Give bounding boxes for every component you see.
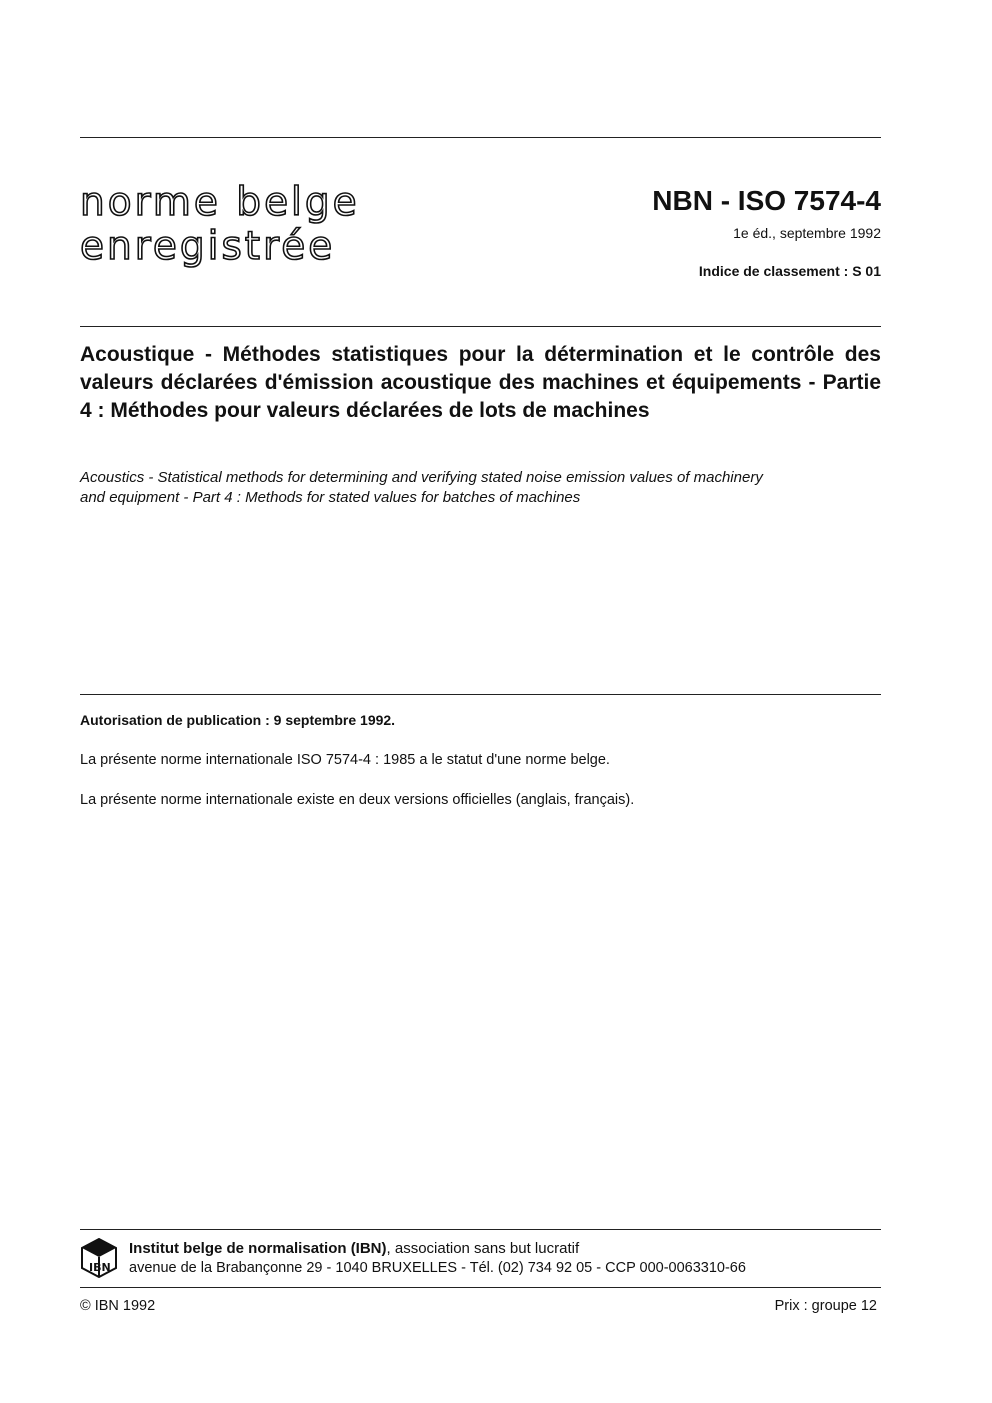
enregistree-title: enregistrée — [80, 224, 336, 269]
edition-date: 1e éd., septembre 1992 — [733, 225, 881, 241]
english-title — [80, 468, 885, 508]
footer-top-rule — [80, 1229, 881, 1230]
english-title-line1: Acoustics - Statistical methods for determining and verifying stated noise emission values of machinery — [80, 469, 763, 486]
top-rule — [80, 137, 881, 138]
footer-bottom-rule — [80, 1287, 881, 1288]
institute-line — [129, 1240, 579, 1257]
logo-text: IBN — [89, 1261, 111, 1274]
title-top-rule — [80, 326, 881, 327]
french-title: Acoustique - Méthodes statistiques pour la détermination et le contrôle des valeurs déclarées d'émission acoustique des machines et équipements - Partie 4 : Méthodes pour valeurs déclarées de lots de machines — [80, 343, 881, 422]
price-group: Prix : groupe 12 — [774, 1298, 877, 1314]
ibn-logo — [80, 1238, 118, 1278]
institute-description: , association sans but lucratif — [386, 1240, 580, 1257]
standard-number: NBN - ISO 7574-4 — [652, 185, 881, 216]
classification-index: Indice de classement : S 01 — [698, 263, 881, 279]
title-bottom-rule — [80, 694, 881, 695]
norme-belge-title: norme belge — [80, 180, 360, 225]
publication-authorisation: Autorisation de publication : 9 septembre 1992. — [80, 712, 396, 728]
copyright: © IBN 1992 — [80, 1298, 156, 1314]
english-title-line2: and equipment - Part 4 : Methods for stated values for batches of machines — [80, 489, 581, 506]
institute-name: Institut belge de normalisation (IBN) — [129, 1240, 387, 1257]
institute-address: avenue de la Brabançonne 29 - 1040 BRUXELLES - Tél. (02) 734 92 05 - CCP 000-0063310-66 — [129, 1260, 746, 1276]
status-paragraph: La présente norme internationale ISO 7574-4 : 1985 a le statut d'une norme belge. — [80, 752, 610, 768]
versions-paragraph: La présente norme internationale existe en deux versions officielles (anglais, français). — [80, 792, 635, 808]
